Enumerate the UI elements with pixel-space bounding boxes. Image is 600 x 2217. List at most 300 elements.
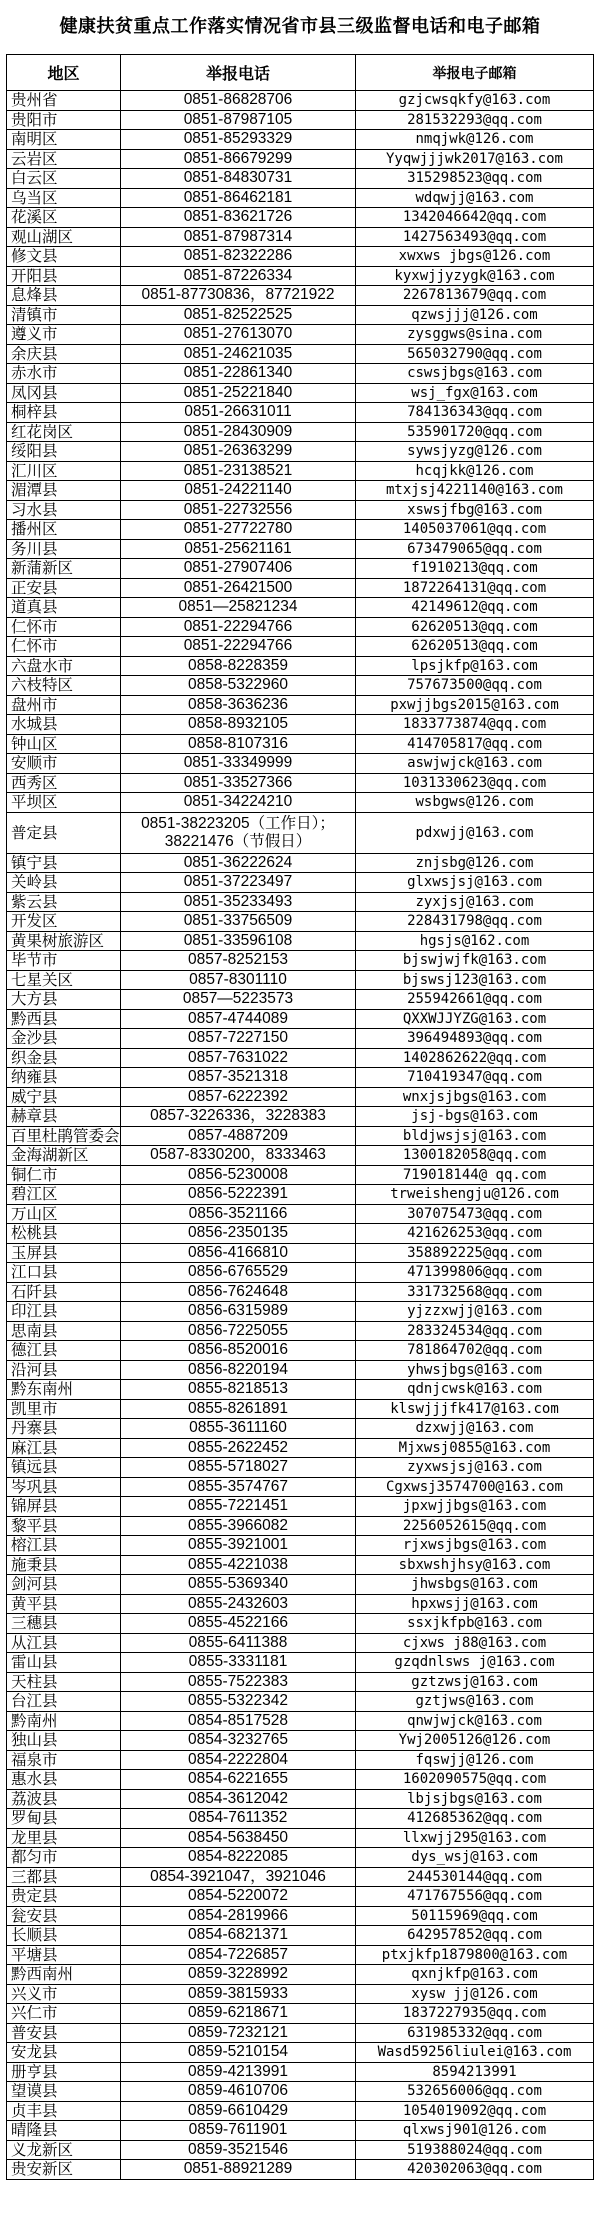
phone-cell: 0851-84830731 — [121, 169, 356, 189]
area-cell: 松桃县 — [7, 1224, 121, 1244]
phone-cell: 0858-8932105 — [121, 715, 356, 735]
email-cell: 1872264131@qq.com — [356, 578, 594, 598]
table-row — [7, 1789, 594, 1809]
phone-cell: 0857-7227150 — [121, 1029, 356, 1049]
area-cell: 晴隆县 — [7, 2121, 121, 2141]
area-cell: 石阡县 — [7, 1282, 121, 1302]
phone-cell: 0856-6315989 — [121, 1302, 356, 1322]
table-row — [7, 873, 594, 893]
table-row — [7, 754, 594, 774]
table-row — [7, 1711, 594, 1731]
area-cell: 湄潭县 — [7, 481, 121, 501]
table-row — [7, 1984, 594, 2004]
phone-cell: 0851-24621035 — [121, 344, 356, 364]
table-row — [7, 110, 594, 130]
area-cell: 习水县 — [7, 500, 121, 520]
email-cell: Yyqwjjjwk2017@163.com — [356, 149, 594, 169]
area-cell: 印江县 — [7, 1302, 121, 1322]
phone-cell: 0854-3232765 — [121, 1731, 356, 1751]
phone-cell: 0851—25821234 — [121, 598, 356, 618]
table-row — [7, 2082, 594, 2102]
table-row — [7, 481, 594, 501]
phone-cell: 0854-7611352 — [121, 1809, 356, 1829]
phone-cell: 0858-8228359 — [121, 656, 356, 676]
phone-cell: 0854-6821371 — [121, 1926, 356, 1946]
table-row — [7, 1945, 594, 1965]
area-cell: 黔西县 — [7, 1009, 121, 1029]
phone-cell: 0851-86679299 — [121, 149, 356, 169]
table-row — [7, 1809, 594, 1829]
phone-cell: 0854-2222804 — [121, 1750, 356, 1770]
email-cell: pdxwjj@163.com — [356, 812, 594, 853]
phone-cell: 0851-33596108 — [121, 931, 356, 951]
email-cell: Ywj2005126@126.com — [356, 1731, 594, 1751]
table-row — [7, 1867, 594, 1887]
email-cell: wnxjsjbgs@163.com — [356, 1087, 594, 1107]
table-row — [7, 1107, 594, 1127]
area-cell: 玉屏县 — [7, 1243, 121, 1263]
area-cell: 百里杜鹃管委会 — [7, 1126, 121, 1146]
area-cell: 盘州市 — [7, 695, 121, 715]
table-row — [7, 520, 594, 540]
area-cell: 台江县 — [7, 1692, 121, 1712]
table-row — [7, 1302, 594, 1322]
email-cell: klswjjjfk417@163.com — [356, 1399, 594, 1419]
area-cell: 德江县 — [7, 1341, 121, 1361]
email-cell: jpxwjjbgs@163.com — [356, 1497, 594, 1517]
table-row — [7, 892, 594, 912]
area-cell: 平塘县 — [7, 1945, 121, 1965]
phone-cell: 0855-4522166 — [121, 1614, 356, 1634]
area-cell: 绥阳县 — [7, 442, 121, 462]
phone-cell: 0854-5638450 — [121, 1828, 356, 1848]
email-cell: 8594213991 — [356, 2062, 594, 2082]
table-row — [7, 383, 594, 403]
email-cell: zyxwsjsj@163.com — [356, 1458, 594, 1478]
area-cell: 黔南州 — [7, 1711, 121, 1731]
table-row — [7, 990, 594, 1010]
area-cell: 桐梓县 — [7, 403, 121, 423]
email-cell: llxwjj295@163.com — [356, 1828, 594, 1848]
phone-cell: 0855-4221038 — [121, 1555, 356, 1575]
phone-cell: 0587-8330200，8333463 — [121, 1146, 356, 1166]
phone-cell: 0851-22861340 — [121, 364, 356, 384]
email-cell: 281532293@qq.com — [356, 110, 594, 130]
area-cell: 安龙县 — [7, 2043, 121, 2063]
email-cell: 784136343@qq.com — [356, 403, 594, 423]
email-cell: nmqjwk@126.com — [356, 130, 594, 150]
table-row — [7, 1575, 594, 1595]
phone-cell: 0851-82522525 — [121, 305, 356, 325]
area-cell: 西秀区 — [7, 773, 121, 793]
email-cell: 62620513@qq.com — [356, 617, 594, 637]
email-cell: sbxwshjhsy@163.com — [356, 1555, 594, 1575]
phone-cell: 0851-26421500 — [121, 578, 356, 598]
email-cell: hpxwsjj@163.com — [356, 1594, 594, 1614]
email-cell: qzwsjjj@126.com — [356, 305, 594, 325]
table-row — [7, 1633, 594, 1653]
table-row — [7, 1282, 594, 1302]
email-cell: hcqjkk@126.com — [356, 461, 594, 481]
area-cell: 仁怀市 — [7, 637, 121, 657]
email-cell: 1300182058@qq.com — [356, 1146, 594, 1166]
area-cell: 观山湖区 — [7, 227, 121, 247]
table-row — [7, 2160, 594, 2180]
area-cell: 息烽县 — [7, 286, 121, 306]
table-header-row — [7, 55, 594, 91]
table-row — [7, 1243, 594, 1263]
area-cell: 凤冈县 — [7, 383, 121, 403]
phone-cell: 0855-2432603 — [121, 1594, 356, 1614]
email-cell: 1427563493@qq.com — [356, 227, 594, 247]
area-cell: 天柱县 — [7, 1672, 121, 1692]
table-row — [7, 970, 594, 990]
phone-cell: 0855-5369340 — [121, 1575, 356, 1595]
area-cell: 思南县 — [7, 1321, 121, 1341]
area-cell: 贵安新区 — [7, 2160, 121, 2180]
email-cell: sywsjyzg@126.com — [356, 442, 594, 462]
table-row — [7, 1458, 594, 1478]
table-row — [7, 1692, 594, 1712]
phone-cell: 0851-22294766 — [121, 617, 356, 637]
area-cell: 贞丰县 — [7, 2101, 121, 2121]
email-cell: 2256052615@qq.com — [356, 1516, 594, 1536]
email-cell: cswsjbgs@163.com — [356, 364, 594, 384]
email-cell: bldjwsjsj@163.com — [356, 1126, 594, 1146]
table-row — [7, 598, 594, 618]
table-row — [7, 1497, 594, 1517]
table-row — [7, 1536, 594, 1556]
table-row — [7, 1438, 594, 1458]
table-row — [7, 1087, 594, 1107]
area-cell: 威宁县 — [7, 1087, 121, 1107]
email-cell: 396494893@qq.com — [356, 1029, 594, 1049]
phone-cell: 0851-28430909 — [121, 422, 356, 442]
area-cell: 惠水县 — [7, 1770, 121, 1790]
table-row — [7, 1360, 594, 1380]
phone-cell: 0856-6765529 — [121, 1263, 356, 1283]
email-cell: 315298523@qq.com — [356, 169, 594, 189]
table-row — [7, 951, 594, 971]
phone-cell: 0855-7522383 — [121, 1672, 356, 1692]
phone-cell: 0855-8261891 — [121, 1399, 356, 1419]
table-row — [7, 695, 594, 715]
email-cell: 642957852@qq.com — [356, 1926, 594, 1946]
area-cell: 岑巩县 — [7, 1477, 121, 1497]
table-row — [7, 1126, 594, 1146]
table-row — [7, 227, 594, 247]
table-row — [7, 734, 594, 754]
table-row — [7, 1263, 594, 1283]
table-row — [7, 500, 594, 520]
area-cell: 三穗县 — [7, 1614, 121, 1634]
table-row — [7, 1555, 594, 1575]
area-cell: 汇川区 — [7, 461, 121, 481]
area-cell: 纳雍县 — [7, 1068, 121, 1088]
phone-cell: 0857—5223573 — [121, 990, 356, 1010]
email-cell: 1402862622@qq.com — [356, 1048, 594, 1068]
area-cell: 贵阳市 — [7, 110, 121, 130]
area-cell: 罗甸县 — [7, 1809, 121, 1829]
table-row — [7, 1419, 594, 1439]
phone-cell: 0855-3966082 — [121, 1516, 356, 1536]
phone-cell: 0859-3228992 — [121, 1965, 356, 1985]
area-cell: 荔波县 — [7, 1789, 121, 1809]
table-row — [7, 617, 594, 637]
area-cell: 大方县 — [7, 990, 121, 1010]
email-cell: lpsjkfp@163.com — [356, 656, 594, 676]
table-row — [7, 91, 594, 111]
phone-cell: 0857-8301110 — [121, 970, 356, 990]
table-row — [7, 1029, 594, 1049]
table-row — [7, 1906, 594, 1926]
email-cell: 228431798@qq.com — [356, 912, 594, 932]
phone-cell: 0855-3574767 — [121, 1477, 356, 1497]
area-cell: 安顺市 — [7, 754, 121, 774]
area-cell: 碧江区 — [7, 1185, 121, 1205]
phone-cell: 0854-7226857 — [121, 1945, 356, 1965]
phone-cell: 0851-88921289 — [121, 2160, 356, 2180]
area-cell: 望谟县 — [7, 2082, 121, 2102]
table-row — [7, 1672, 594, 1692]
table-row — [7, 442, 594, 462]
email-cell: zyxjsj@163.com — [356, 892, 594, 912]
area-cell: 云岩区 — [7, 149, 121, 169]
email-cell: 1031330623@qq.com — [356, 773, 594, 793]
area-cell: 镇宁县 — [7, 853, 121, 873]
phone-cell: 0851-38223205（工作日）；38221476（节假日） — [121, 812, 356, 853]
email-cell: gzjcwsqkfy@163.com — [356, 91, 594, 111]
table-row — [7, 637, 594, 657]
email-cell: qxnjkfp@163.com — [356, 1965, 594, 1985]
email-cell: aswjwjck@163.com — [356, 754, 594, 774]
phone-cell: 0858-5322960 — [121, 676, 356, 696]
phone-cell: 0856-8220194 — [121, 1360, 356, 1380]
table-row — [7, 812, 594, 853]
area-cell: 织金县 — [7, 1048, 121, 1068]
area-cell: 新蒲新区 — [7, 559, 121, 579]
table-row — [7, 344, 594, 364]
area-cell: 清镇市 — [7, 305, 121, 325]
area-cell: 福泉市 — [7, 1750, 121, 1770]
email-cell: 781864702@qq.com — [356, 1341, 594, 1361]
phone-cell: 0859-7611901 — [121, 2121, 356, 2141]
email-cell: cjxws j88@163.com — [356, 1633, 594, 1653]
area-cell: 赤水市 — [7, 364, 121, 384]
email-cell: 414705817@qq.com — [356, 734, 594, 754]
phone-cell: 0851-87730836，87721922 — [121, 286, 356, 306]
email-cell: trweishengju@126.com — [356, 1185, 594, 1205]
email-cell: 307075473@qq.com — [356, 1204, 594, 1224]
table-row — [7, 2004, 594, 2024]
email-cell: dzxwjj@163.com — [356, 1419, 594, 1439]
email-cell: wsbgws@126.com — [356, 793, 594, 813]
table-row — [7, 1477, 594, 1497]
phone-cell: 0858-3636236 — [121, 695, 356, 715]
table-row — [7, 676, 594, 696]
table-row — [7, 1165, 594, 1185]
email-cell: 710419347@qq.com — [356, 1068, 594, 1088]
phone-cell: 0855-3611160 — [121, 1419, 356, 1439]
document-title: 健康扶贫重点工作落实情况省市县三级监督电话和电子邮箱 — [59, 16, 541, 37]
email-cell: wsj_fgx@163.com — [356, 383, 594, 403]
contact-table — [6, 54, 594, 2180]
email-cell: 1837227935@qq.com — [356, 2004, 594, 2024]
phone-cell: 0851-26363299 — [121, 442, 356, 462]
phone-cell: 0859-5210154 — [121, 2043, 356, 2063]
email-cell: 1342046642@qq.com — [356, 208, 594, 228]
table-row — [7, 1653, 594, 1673]
phone-cell: 0851-23138521 — [121, 461, 356, 481]
area-cell: 独山县 — [7, 1731, 121, 1751]
table-body — [7, 91, 594, 2180]
email-cell: bjswjwjfk@163.com — [356, 951, 594, 971]
phone-cell: 0854-5220072 — [121, 1887, 356, 1907]
table-row — [7, 1146, 594, 1166]
phone-cell: 0851-87226334 — [121, 266, 356, 286]
email-cell: 565032790@qq.com — [356, 344, 594, 364]
table-row — [7, 1399, 594, 1419]
table-row — [7, 2043, 594, 2063]
email-cell: gzqdnlsws j@163.com — [356, 1653, 594, 1673]
phone-cell: 0857-3521318 — [121, 1068, 356, 1088]
email-cell: qdnjcwsk@163.com — [356, 1380, 594, 1400]
phone-cell: 0851-35233493 — [121, 892, 356, 912]
table-row — [7, 1321, 594, 1341]
phone-cell: 0851-33349999 — [121, 754, 356, 774]
phone-cell: 0851-83621726 — [121, 208, 356, 228]
area-cell: 七星关区 — [7, 970, 121, 990]
email-cell: 1602090575@qq.com — [356, 1770, 594, 1790]
table-row — [7, 715, 594, 735]
phone-cell: 0851-27613070 — [121, 325, 356, 345]
area-cell: 锦屏县 — [7, 1497, 121, 1517]
table-row — [7, 208, 594, 228]
email-cell: hgsjs@162.com — [356, 931, 594, 951]
phone-cell: 0859-3815933 — [121, 1984, 356, 2004]
area-cell: 兴仁市 — [7, 2004, 121, 2024]
phone-cell: 0859-3521546 — [121, 2140, 356, 2160]
area-cell: 正安县 — [7, 578, 121, 598]
phone-cell: 0857-6222392 — [121, 1087, 356, 1107]
table-row — [7, 1965, 594, 1985]
table-row — [7, 1341, 594, 1361]
area-cell: 六盘水市 — [7, 656, 121, 676]
email-cell: 673479065@qq.com — [356, 539, 594, 559]
table-row — [7, 912, 594, 932]
table-row — [7, 853, 594, 873]
area-cell: 贵州省 — [7, 91, 121, 111]
area-cell: 毕节市 — [7, 951, 121, 971]
phone-cell: 0851-36222624 — [121, 853, 356, 873]
phone-cell: 0855-7221451 — [121, 1497, 356, 1517]
email-cell: rjxwsjbgs@163.com — [356, 1536, 594, 1556]
email-cell: 631985332@qq.com — [356, 2023, 594, 2043]
area-cell: 花溪区 — [7, 208, 121, 228]
area-cell: 施秉县 — [7, 1555, 121, 1575]
phone-cell: 0856-5230008 — [121, 1165, 356, 1185]
area-cell: 铜仁市 — [7, 1165, 121, 1185]
area-cell: 雷山县 — [7, 1653, 121, 1673]
table-row — [7, 1828, 594, 1848]
area-cell: 仁怀市 — [7, 617, 121, 637]
area-cell: 瓮安县 — [7, 1906, 121, 1926]
phone-cell: 0857-8252153 — [121, 951, 356, 971]
area-cell: 遵义市 — [7, 325, 121, 345]
table-row — [7, 1594, 594, 1614]
area-cell: 白云区 — [7, 169, 121, 189]
table-row — [7, 1887, 594, 1907]
email-cell: 757673500@qq.com — [356, 676, 594, 696]
phone-cell: 0854-8222085 — [121, 1848, 356, 1868]
area-cell: 黔东南州 — [7, 1380, 121, 1400]
phone-cell: 0851-86462181 — [121, 188, 356, 208]
phone-cell: 0856-8520016 — [121, 1341, 356, 1361]
phone-cell: 0855-3921001 — [121, 1536, 356, 1556]
email-cell: 62620513@qq.com — [356, 637, 594, 657]
phone-cell: 0854-2819966 — [121, 1906, 356, 1926]
area-cell: 册亨县 — [7, 2062, 121, 2082]
phone-cell: 0854-6221655 — [121, 1770, 356, 1790]
table-row — [7, 247, 594, 267]
area-cell: 凯里市 — [7, 1399, 121, 1419]
area-cell: 镇远县 — [7, 1458, 121, 1478]
table-row — [7, 1204, 594, 1224]
email-cell: wdqwjj@163.com — [356, 188, 594, 208]
area-cell: 务川县 — [7, 539, 121, 559]
area-cell: 义龙新区 — [7, 2140, 121, 2160]
table-row — [7, 1009, 594, 1029]
email-cell: 255942661@qq.com — [356, 990, 594, 1010]
phone-cell: 0856-2350135 — [121, 1224, 356, 1244]
email-cell: bjswsj123@163.com — [356, 970, 594, 990]
table-row — [7, 793, 594, 813]
table-row — [7, 364, 594, 384]
table-row — [7, 2023, 594, 2043]
email-cell: xwxws jbgs@126.com — [356, 247, 594, 267]
area-cell: 平坝区 — [7, 793, 121, 813]
email-cell: kyxwjjyzygk@163.com — [356, 266, 594, 286]
table-row — [7, 539, 594, 559]
table-row — [7, 931, 594, 951]
table-row — [7, 773, 594, 793]
area-cell: 都匀市 — [7, 1848, 121, 1868]
table-row — [7, 656, 594, 676]
area-cell: 开阳县 — [7, 266, 121, 286]
area-cell: 万山区 — [7, 1204, 121, 1224]
email-cell: yhwsjbgs@163.com — [356, 1360, 594, 1380]
phone-cell: 0851-33756509 — [121, 912, 356, 932]
email-cell: f1910213@qq.com — [356, 559, 594, 579]
email-cell: qnwjwjck@163.com — [356, 1711, 594, 1731]
phone-cell: 0851-26631011 — [121, 403, 356, 423]
table-row — [7, 2062, 594, 2082]
email-cell: qlxwsj901@126.com — [356, 2121, 594, 2141]
area-cell: 黄果树旅游区 — [7, 931, 121, 951]
email-cell: 283324534@qq.com — [356, 1321, 594, 1341]
email-cell: mtxjsj4221140@163.com — [356, 481, 594, 501]
table-row — [7, 2101, 594, 2121]
phone-cell: 0851-87987314 — [121, 227, 356, 247]
table-row — [7, 1068, 594, 1088]
phone-cell: 0851-82322286 — [121, 247, 356, 267]
email-cell: 331732568@qq.com — [356, 1282, 594, 1302]
phone-cell: 0858-8107316 — [121, 734, 356, 754]
phone-cell: 0854-3921047，3921046 — [121, 1867, 356, 1887]
area-cell: 从江县 — [7, 1633, 121, 1653]
phone-cell: 0854-3612042 — [121, 1789, 356, 1809]
phone-cell: 0856-7225055 — [121, 1321, 356, 1341]
